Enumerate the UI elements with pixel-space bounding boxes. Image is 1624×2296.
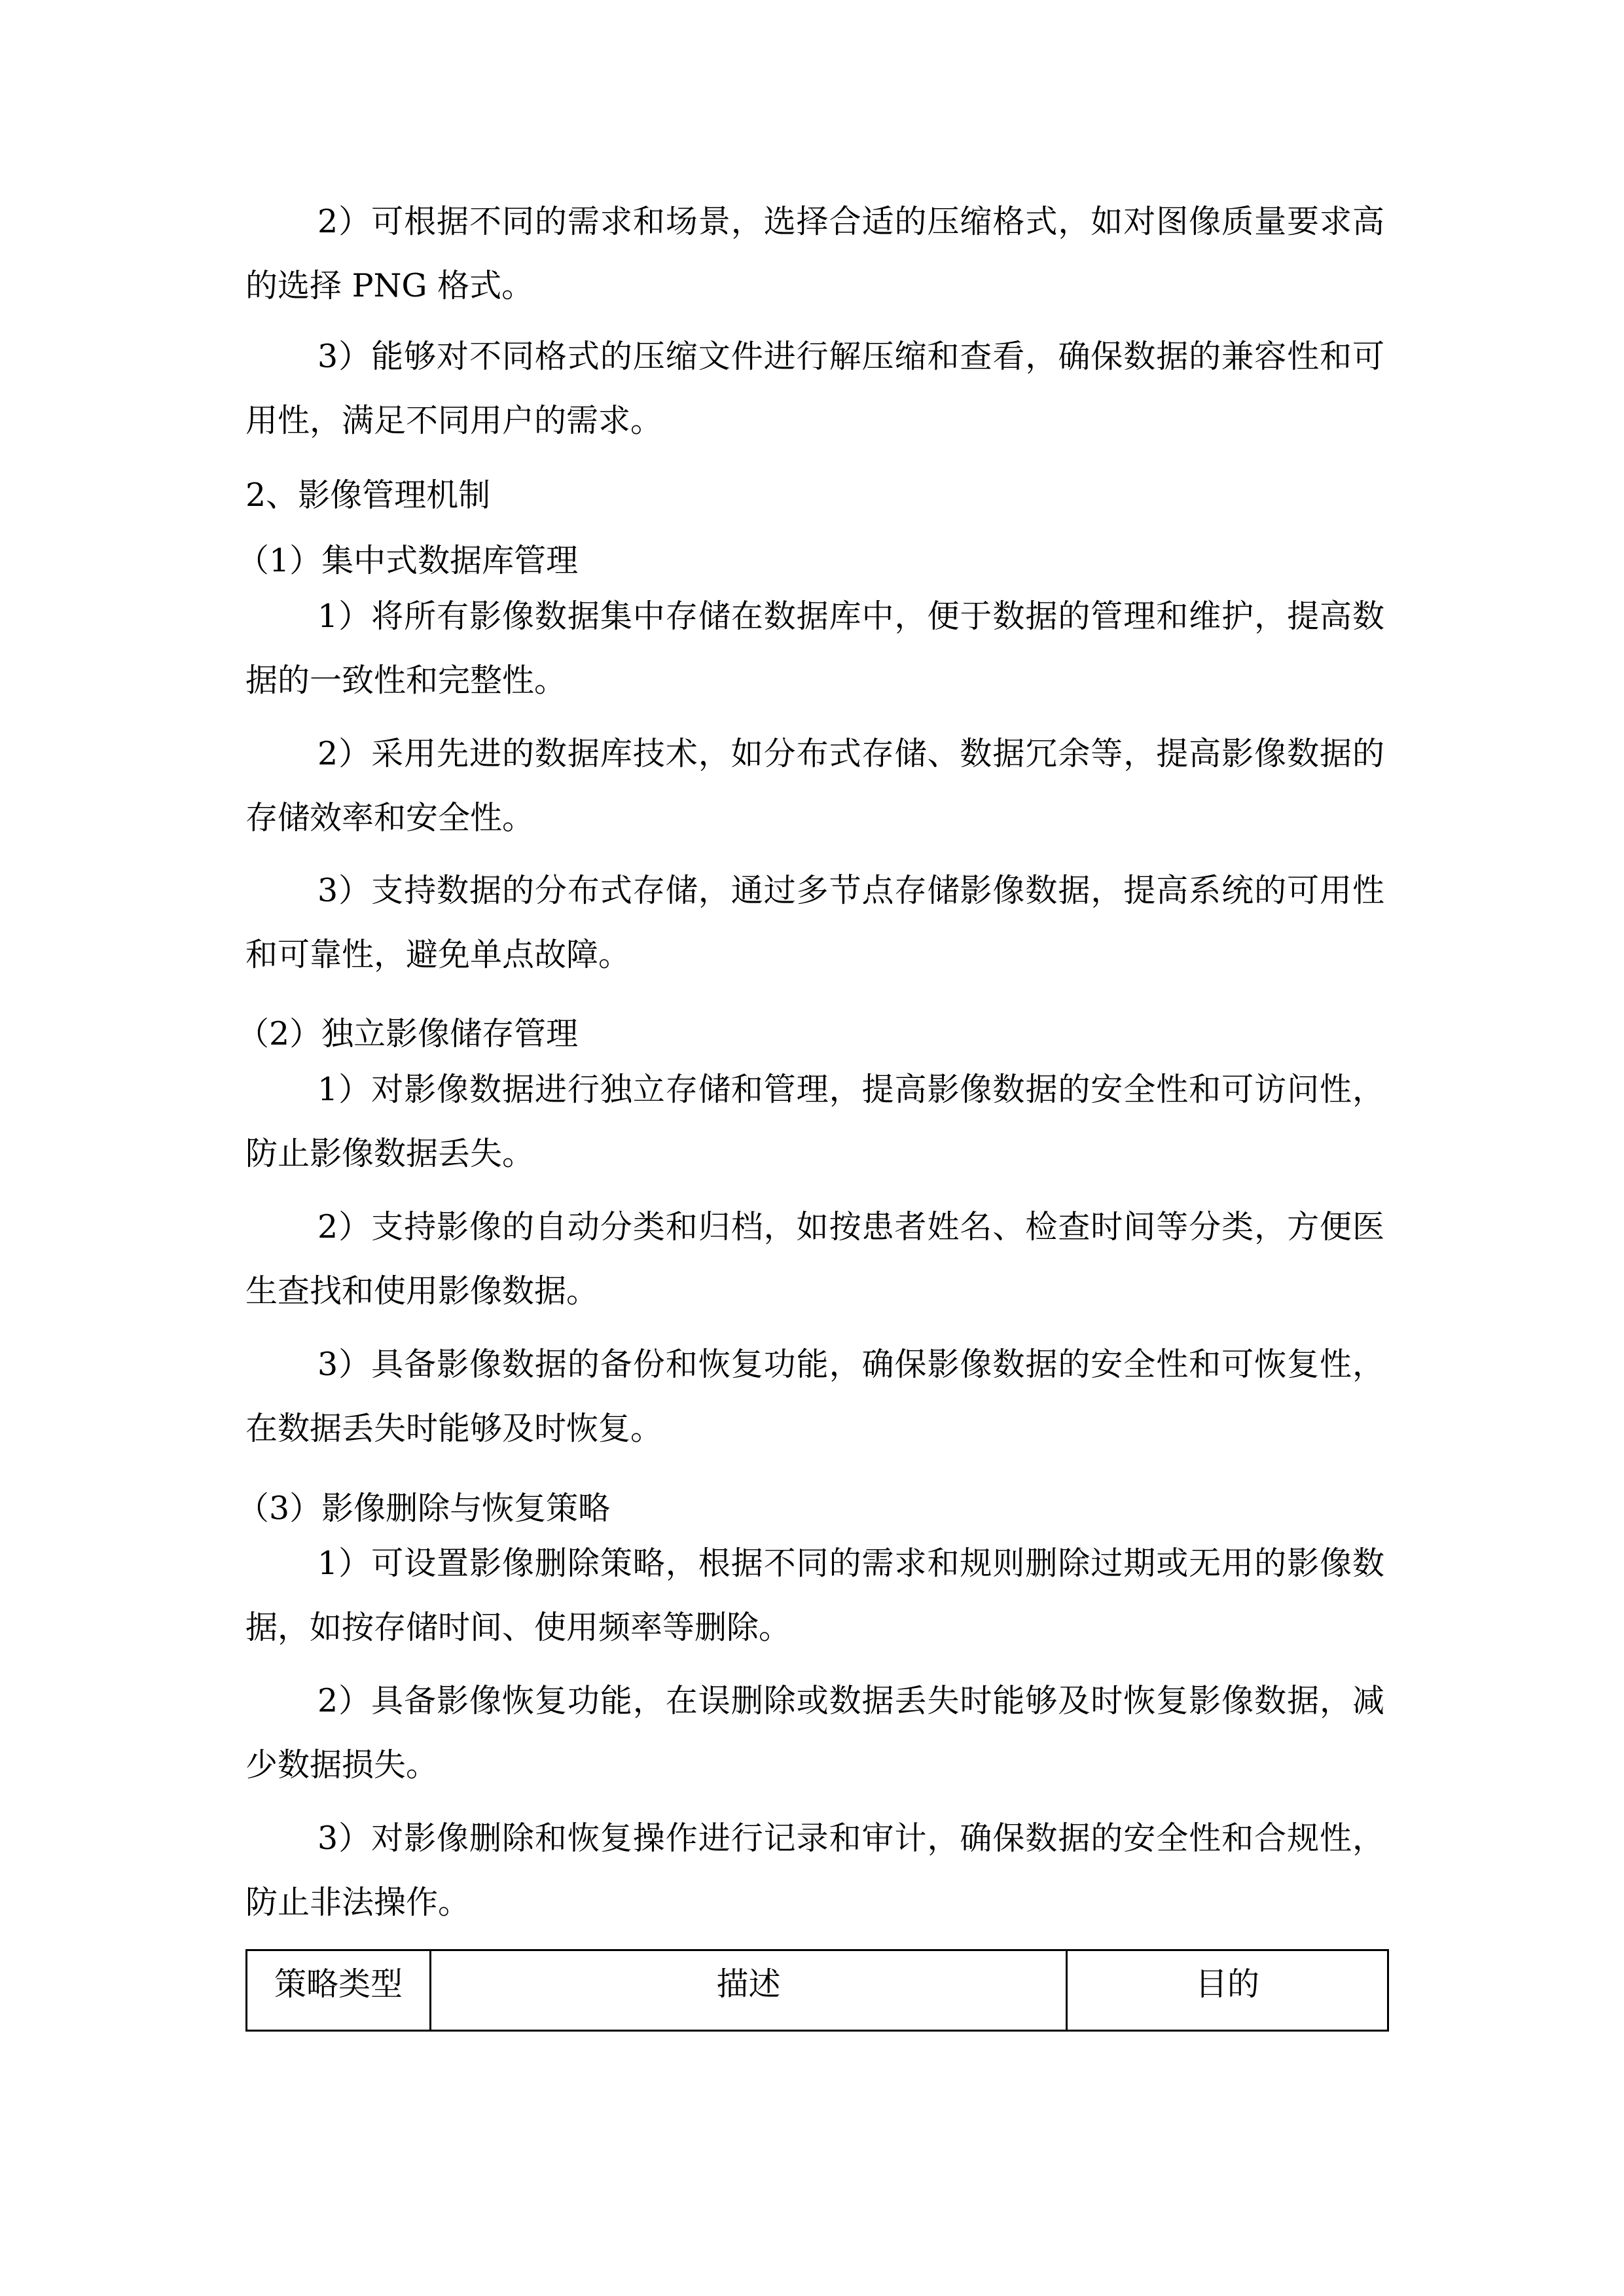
list-item: 1）可设置影像删除策略，根据不同的需求和规则删除过期或无用的影像数据，如按存储时间、使用频率等删除。 (245, 1545, 1384, 1646)
section-heading: 2、影像管理机制 (245, 476, 491, 514)
table-header-row (247, 1950, 1388, 2031)
subsection-title-1: （1）集中式数据库管理 (237, 542, 579, 579)
list-item: 3）对影像删除和恢复操作进行记录和审计，确保数据的安全性和合规性，防止非法操作。 (245, 1820, 1384, 1921)
strategy-table (245, 1949, 1389, 2032)
list-item: 1）将所有影像数据集中存储在数据库中，便于数据的管理和维护，提高数据的一致性和完整性。 (245, 598, 1384, 699)
list-item: 1）对影像数据进行独立存储和管理，提高影像数据的安全性和可访问性，防止影像数据丢失。 (245, 1071, 1384, 1172)
list-item: 3）支持数据的分布式存储，通过多节点存储影像数据，提高系统的可用性和可靠性，避免单点故障。 (245, 872, 1384, 973)
list-item: 3）具备影像数据的备份和恢复功能，确保影像数据的安全性和可恢复性，在数据丢失时能够及时恢复。 (245, 1346, 1384, 1447)
subsection-title-3: （3）影像删除与恢复策略 (237, 1490, 611, 1527)
paragraph-decompression: 3）能够对不同格式的压缩文件进行解压缩和查看，确保数据的兼容性和可用性，满足不同用户的需求。 (245, 338, 1384, 439)
paragraph-compression-format: 2）可根据不同的需求和场景，选择合适的压缩格式，如对图像质量要求高的选择 PNG 格式。 (245, 203, 1384, 304)
list-item: 2）支持影像的自动分类和归档，如按患者姓名、检查时间等分类，方便医生查找和使用影像数据。 (245, 1208, 1384, 1310)
list-item: 2）采用先进的数据库技术，如分布式存储、数据冗余等，提高影像数据的存储效率和安全性。 (245, 735, 1384, 836)
list-item: 2）具备影像恢复功能，在误删除或数据丢失时能够及时恢复影像数据，减少数据损失。 (245, 1682, 1384, 1784)
subsection-title-2: （2）独立影像储存管理 (237, 1015, 579, 1052)
table-header-purpose: 目的 (1067, 1950, 1388, 2031)
table-header-strategy-type: 策略类型 (247, 1950, 431, 2031)
table-header-description: 描述 (431, 1950, 1067, 2031)
